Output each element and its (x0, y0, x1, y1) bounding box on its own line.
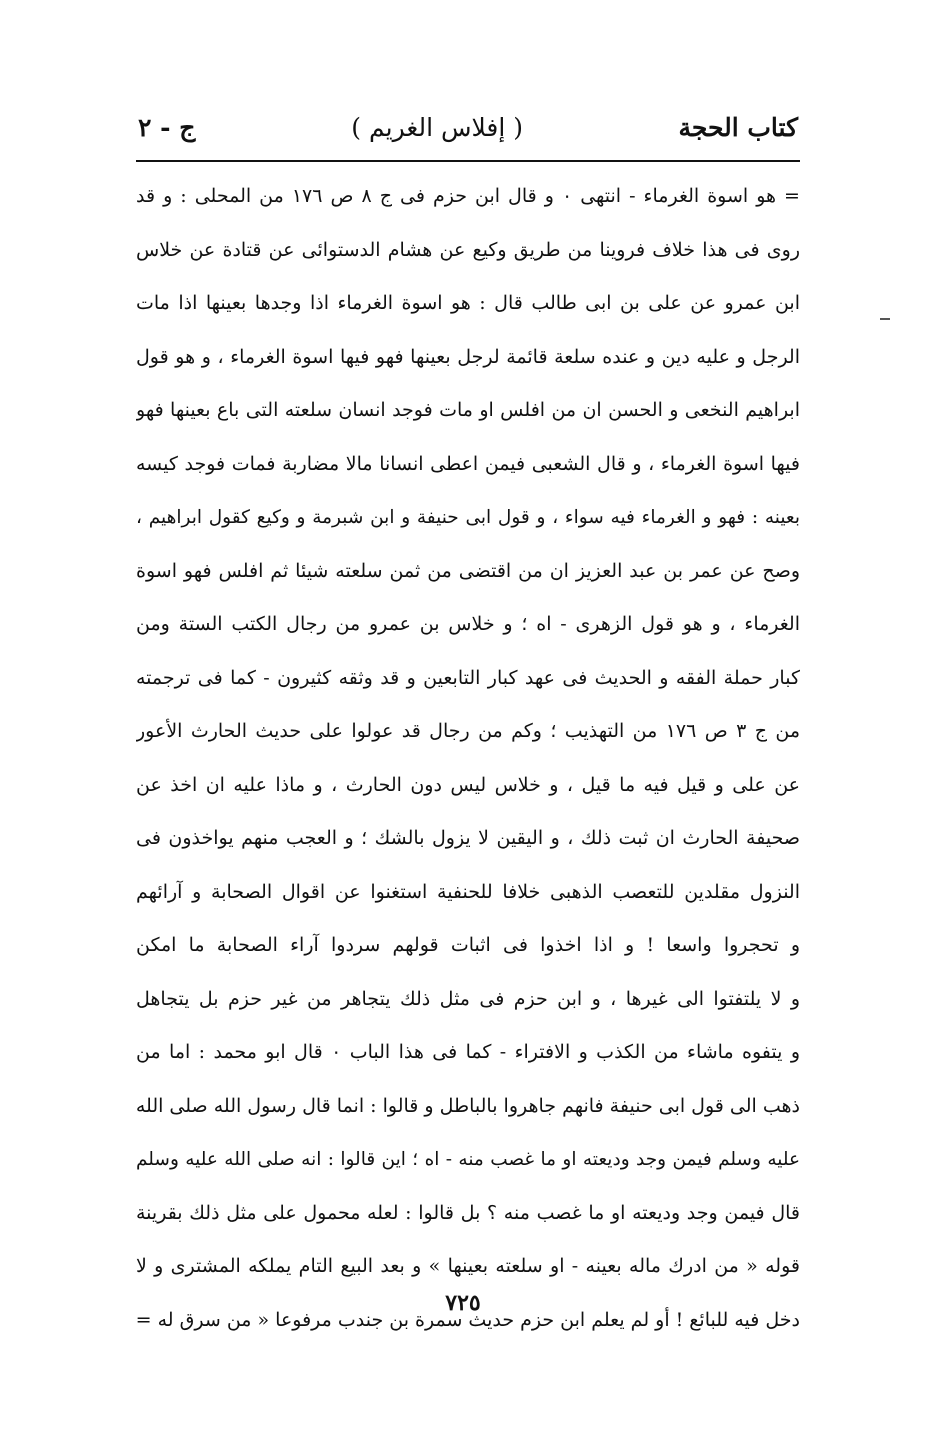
text-line: = هو اسوة الغرماء - انتهى ٠ و قال ابن حزم فى ج ٨ ص ١٧٦ من المحلى : و قد (136, 185, 800, 207)
page-number: ٧٢٥ (445, 1290, 481, 1316)
text-line: فيها اسوة الغرماء ، و قال الشعبى فيمن اعطى انسانا مالا مضاربة فمات فوجد كيسه (136, 452, 800, 475)
text-line: وصح عن عمر بن عبد العزيز ان من اقتضى من ثمن سلعته شيئا ثم افلس فهو اسوة (136, 559, 800, 582)
text-line: ابن عمرو عن على بن ابى طالب قال : هو اسوة الغرماء اذا وجدها بعينها اذا مات (136, 292, 800, 314)
text-line: روى فى هذا خلاف فروينا من طريق وكيع عن هشام الدستوائى عن قتادة عن خلاس (136, 238, 800, 261)
text-line: و لا يلتفتوا الى غيرها ، و ابن حزم فى مثل ذلك يتجاهر من غير حزم بل يتجاهل (136, 987, 800, 1010)
text-line: من ج ٣ ص ١٧٦ من التهذيب ؛ وكم من رجال قد عولوا على حديث الحارث الأعور (136, 720, 800, 742)
text-line: عليه وسلم فيمن وجد وديعته او ما غصب منه - اه ؛ اين قالوا : انه صلى الله عليه وسلم (136, 1149, 800, 1170)
volume-label: ج - ٢ (138, 113, 196, 142)
text-line: دخل فيه للبائع ! أو لم يعلم ابن حزم حديث سمرة بن جندب مرفوعا « من سرق له = (136, 1308, 800, 1331)
text-line: بعينه : فهو و الغرماء فيه سواء ، و قول ابى حنيفة و ابن شبرمة و وكيع كقول ابراهيم ، (136, 507, 800, 528)
text-line: ابراهيم النخعى و الحسن ان من افلس او مات فوجد انسان سلعته التى باع بعينها فهو (136, 399, 800, 421)
section-title: ( إفلاس الغريم ) (351, 113, 523, 142)
text-line: و تحجروا واسعا ! و اذا اخذوا فى اثبات قولهم سردوا آراء الصحابة ما امكن (136, 934, 800, 956)
text-line: الغرماء ، و هو قول الزهرى - اه ؛ و خلاس بن عمرو من رجال الكتب الستة ومن (136, 613, 800, 635)
text-line: صحيفة الحارث ان ثبت ذلك ، و اليقين لا يزول بالشك ؛ و العجب منهم يواخذون فى (136, 827, 800, 849)
text-line: النزول مقلدين للتعصب الذهبى خلافا للحنفية استغنوا عن اقوال الصحابة و آرائهم (136, 880, 800, 903)
text-line: ذهب الى قول ابى حنيفة فانهم جاهروا بالباطل و قالوا : انما قال رسول الله صلى الله (136, 1094, 800, 1117)
text-line: الرجل و عليه دين و عنده سلعة قائمة لرجل بعينها فهو فيها اسوة الغرماء ، و هو قول (136, 345, 800, 368)
margin-speck (880, 318, 890, 320)
text-line: كبار حملة الفقه و الحديث فى عهد كبار التابعين و قد وثقه كثيرون - كما فى ترجمته (136, 666, 800, 689)
text-line: قوله « من ادرك ماله بعينه - او سلعته بعينها » و بعد البيع التام يملكه المشترى و لا (136, 1255, 800, 1277)
text-line: قال فيمن وجد وديعته او ما غصب منه ؟ بل قالوا : لعله محمول على مثل ذلك بقرينة (136, 1201, 800, 1224)
book-title: كتاب الحجة (678, 113, 798, 142)
running-header (138, 108, 798, 156)
body-text (136, 170, 800, 1347)
text-line: عن على و قيل فيه ما قيل ، و خلاس ليس دون الحارث ، و ماذا عليه ان اخذ عن (136, 773, 800, 796)
text-line: و يتفوه ماشاء من الكذب و الافتراء - كما فى هذا الباب ٠ قال ابو محمد : اما من (136, 1041, 800, 1063)
header-rule (136, 160, 800, 162)
